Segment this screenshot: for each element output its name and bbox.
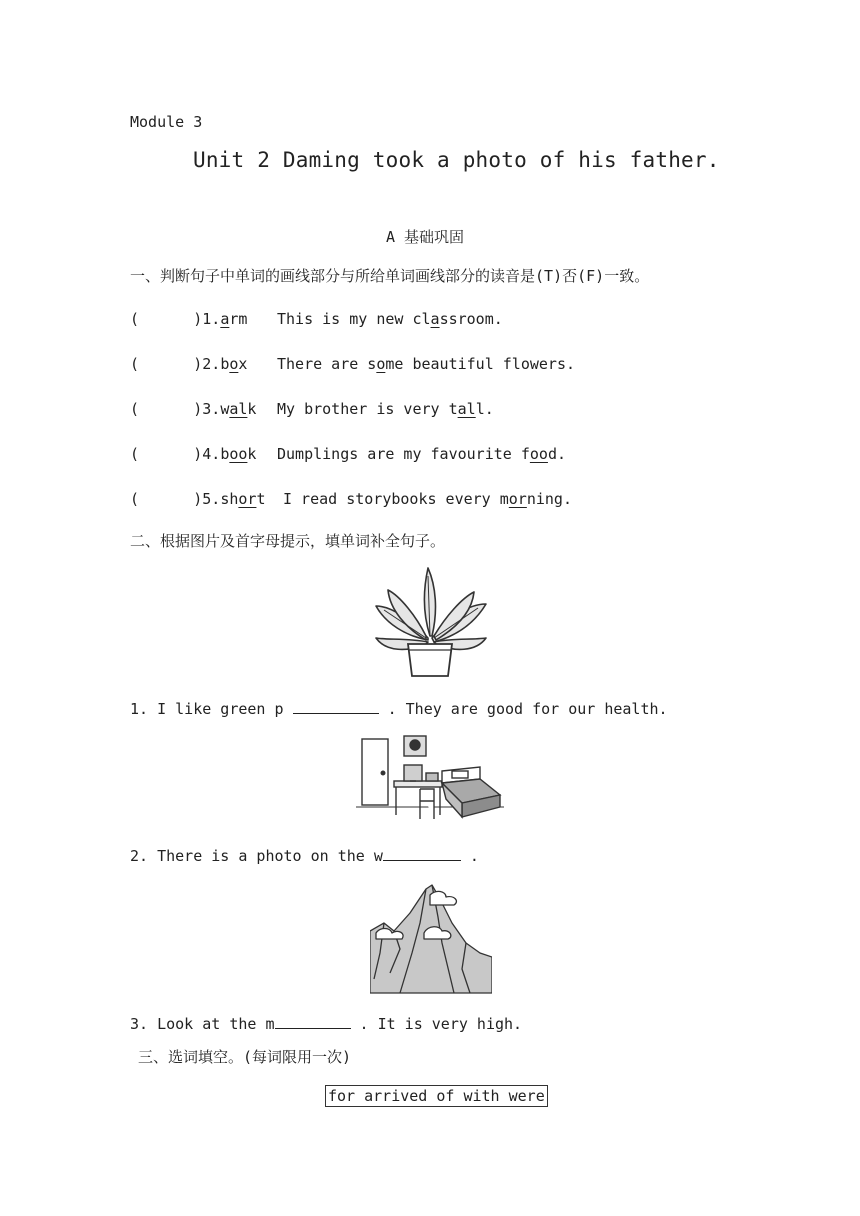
part3-instruction: 三、选词填空。(每词限用一次): [138, 1048, 352, 1066]
given-word: book: [220, 445, 257, 463]
word-bank: for arrived of with were: [325, 1085, 548, 1107]
list-item: [130, 310, 247, 328]
plant-picture: [372, 566, 490, 680]
part1-instruction: 一、判断句子中单词的画线部分与所给单词画线部分的读音是(T)否(F)一致。: [130, 267, 650, 285]
answer-blank[interactable]: [383, 846, 461, 861]
sentence: I read storybooks every morning.: [283, 490, 572, 508]
sentence: My brother is very tall.: [277, 400, 494, 418]
bedroom-picture: [354, 733, 506, 825]
unit-title: Unit 2 Daming took a photo of his father.: [193, 148, 720, 172]
item-number: 2.: [202, 355, 221, 373]
given-word: box: [220, 355, 248, 373]
item-number: 3.: [202, 400, 221, 418]
item-number: 1.: [202, 310, 221, 328]
part2-instruction: 二、根据图片及首字母提示，填单词补全句子。: [130, 532, 446, 550]
given-word: arm: [220, 310, 248, 328]
list-item: [130, 490, 265, 508]
module-label: Module 3: [130, 113, 203, 131]
answer-paren[interactable]: ( ): [130, 310, 203, 328]
answer-blank[interactable]: [293, 699, 379, 714]
section-a-heading: A 基础巩固: [386, 228, 465, 246]
answer-blank[interactable]: [275, 1014, 351, 1029]
item-number: 4.: [202, 445, 221, 463]
item-number: 5.: [202, 490, 221, 508]
answer-paren[interactable]: ( ): [130, 355, 203, 373]
list-item: [130, 355, 247, 373]
given-word: walk: [220, 400, 257, 418]
list-item: [130, 400, 256, 418]
question-1: 1. I like green p . They are good for our health.: [130, 700, 668, 718]
answer-paren[interactable]: ( ): [130, 400, 203, 418]
question-2: 2. There is a photo on the w .: [130, 847, 479, 865]
given-word: short: [220, 490, 266, 508]
answer-paren[interactable]: ( ): [130, 445, 203, 463]
mountain-picture: [370, 883, 492, 995]
sentence: There are some beautiful flowers.: [277, 355, 576, 373]
question-3: 3. Look at the m . It is very high.: [130, 1015, 523, 1033]
answer-paren[interactable]: ( ): [130, 490, 203, 508]
list-item: [130, 445, 256, 463]
sentence: Dumplings are my favourite food.: [277, 445, 566, 463]
sentence: This is my new classroom.: [277, 310, 503, 328]
